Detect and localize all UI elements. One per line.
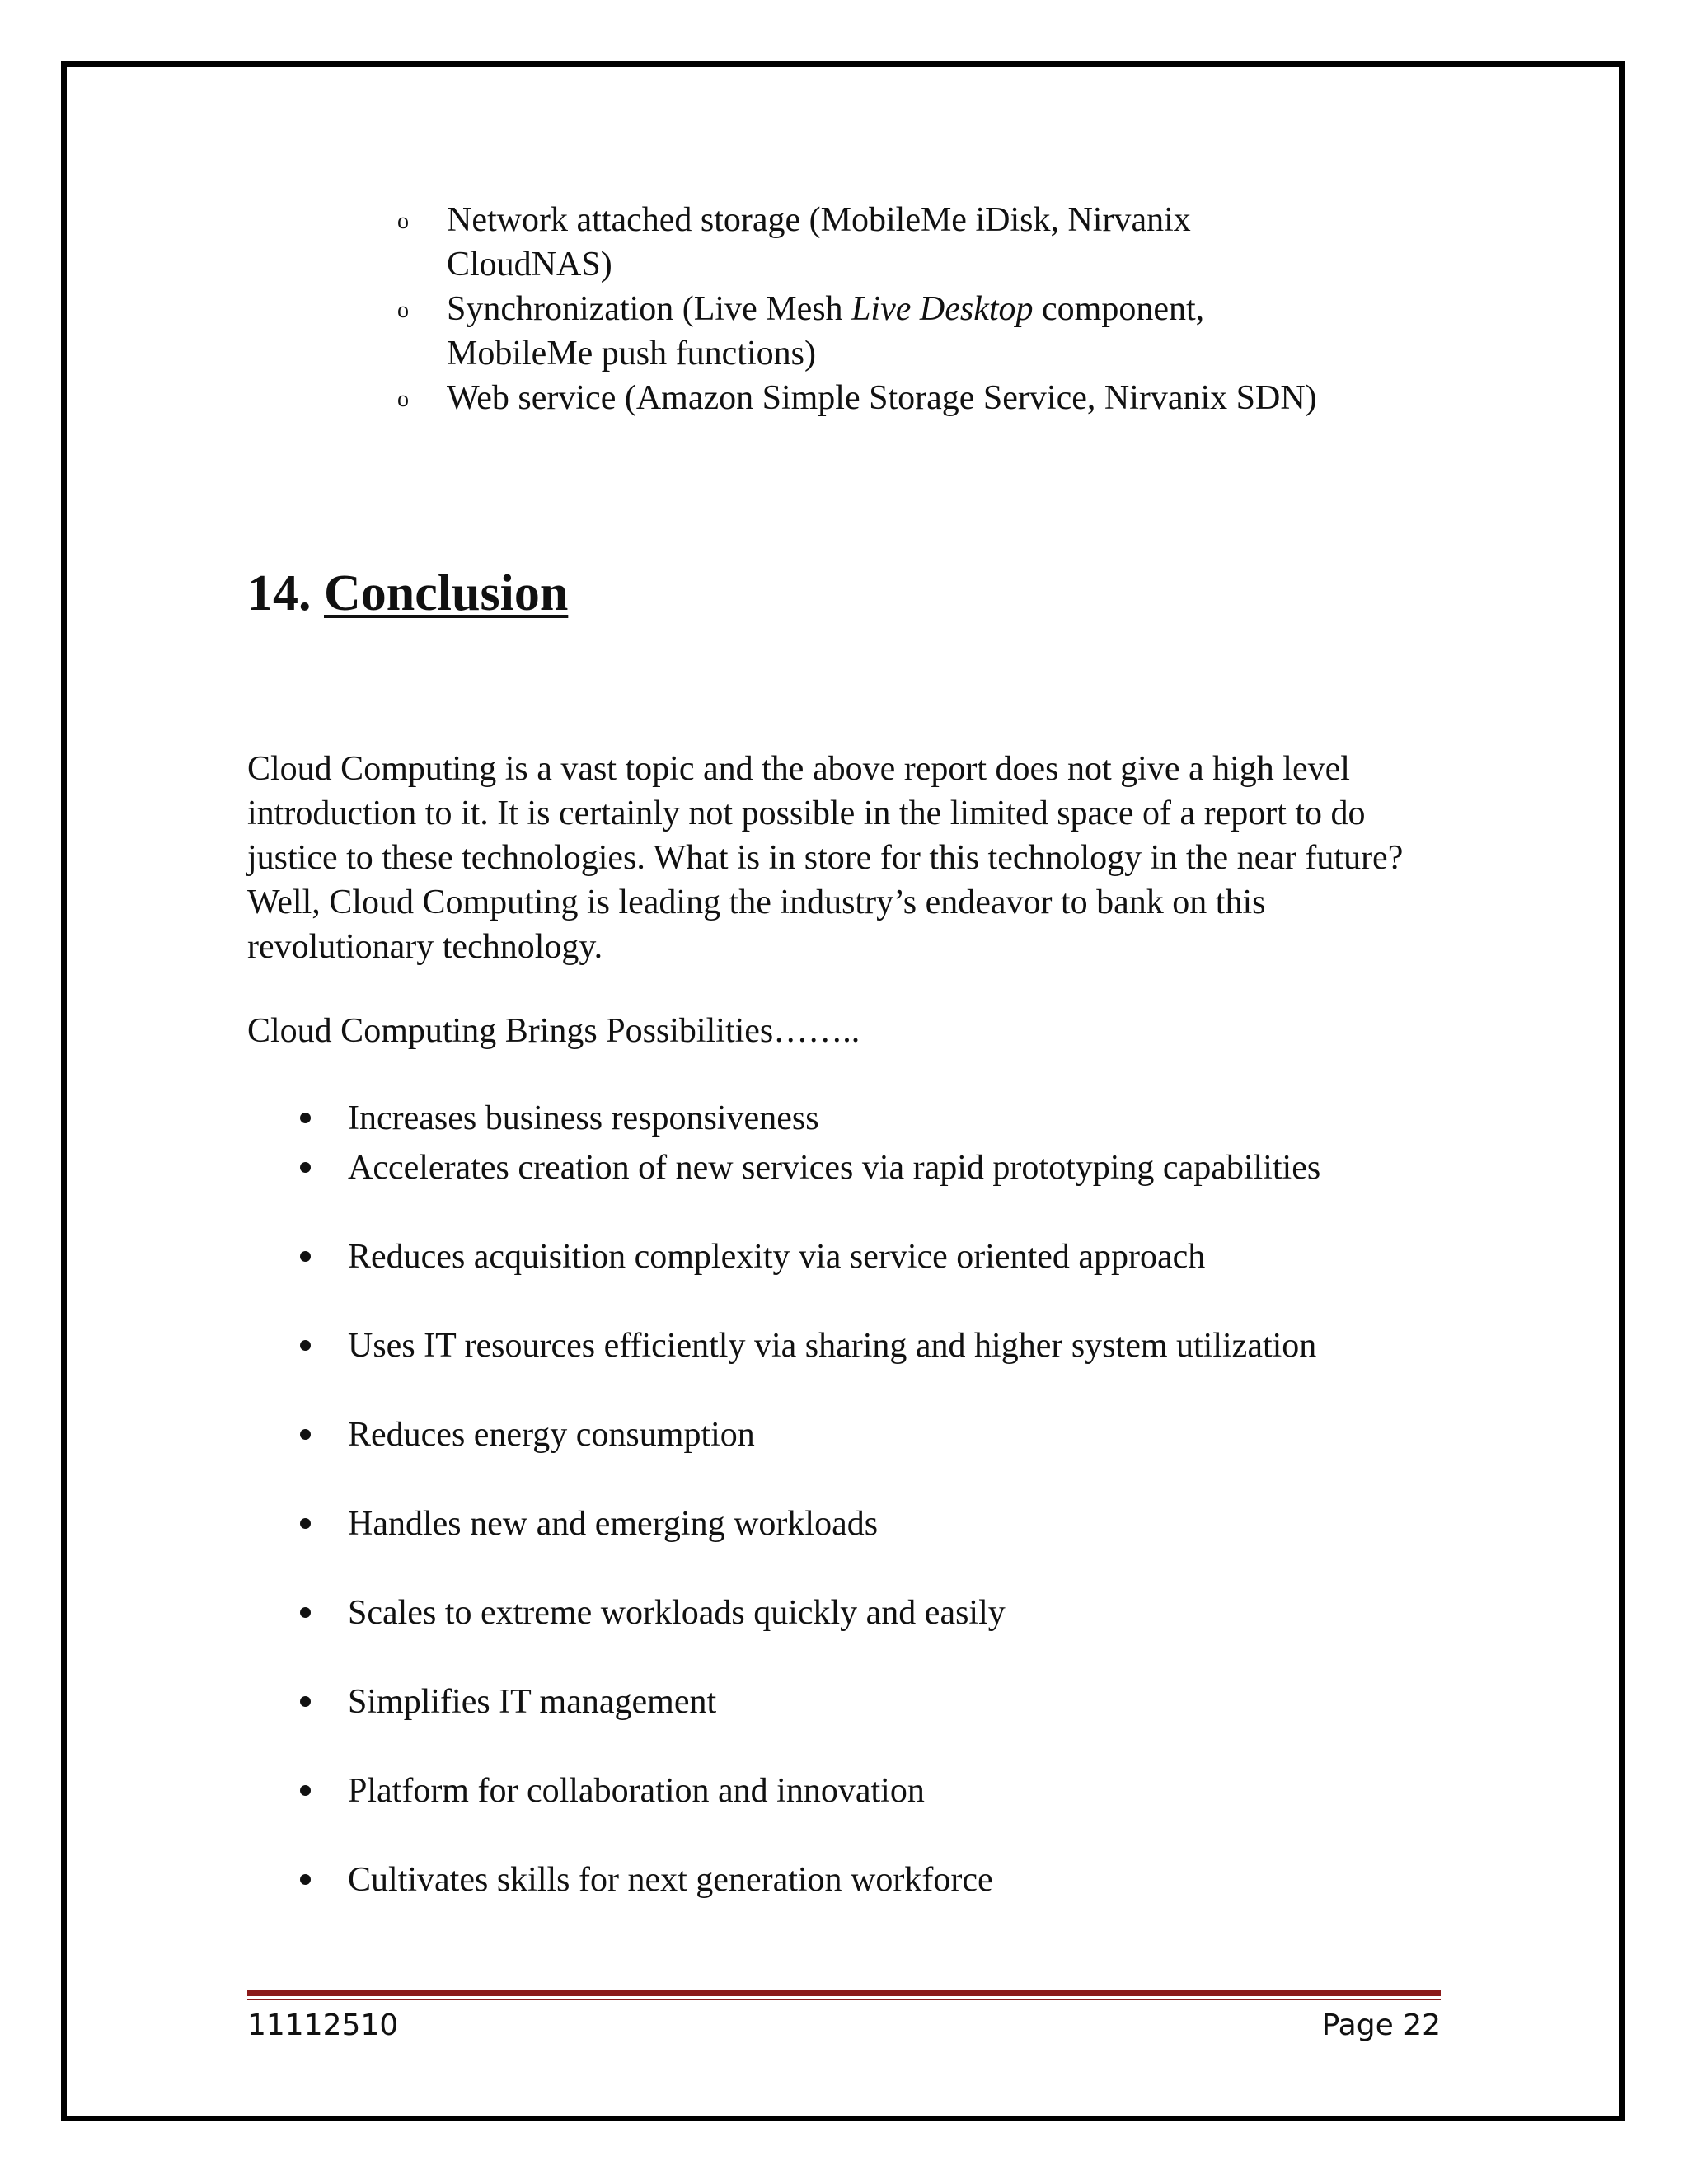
list-item	[247, 1502, 1467, 1546]
list-item	[247, 1413, 1467, 1457]
footer-rule-thin	[247, 1999, 1441, 2000]
storage-types-list	[392, 198, 1464, 420]
bullet-dot-icon	[300, 1113, 311, 1123]
bullet-dot-icon	[300, 1696, 311, 1707]
section-title: Conclusion	[324, 565, 569, 621]
list-item	[392, 198, 1464, 287]
list-item	[247, 1680, 1467, 1724]
bullet-dot-icon	[300, 1251, 311, 1262]
list-item	[247, 1146, 1467, 1190]
list-item-text: Handles new and emerging workloads	[348, 1505, 879, 1543]
list-item	[247, 1096, 1467, 1141]
list-item-text: Uses IT resources efficiently via sharing and higher system utilization	[348, 1327, 1317, 1365]
list-item-text: Simplifies IT management	[348, 1683, 717, 1721]
list-item-text: Synchronization (Live Mesh	[447, 290, 852, 328]
bullet-dot-icon	[300, 1162, 311, 1173]
list-item-text: Cultivates skills for next generation workforce	[348, 1861, 993, 1899]
bullet-dot-icon	[300, 1429, 311, 1440]
footer-rule	[247, 1990, 1441, 2000]
list-item-text: component,	[1033, 290, 1205, 328]
list-item	[392, 376, 1464, 420]
bullet-dot-icon	[300, 1518, 311, 1529]
bullet-dot-icon	[300, 1874, 311, 1885]
list-item	[247, 1591, 1467, 1635]
list-item-text: Reduces energy consumption	[348, 1416, 755, 1454]
list-item-text: Network attached storage (MobileMe iDisk, Nirvanix	[447, 201, 1191, 239]
possibilities-list	[247, 1096, 1467, 1902]
list-item-text: CloudNAS)	[447, 246, 612, 284]
list-item	[247, 1769, 1467, 1813]
footer-id: 11112510	[247, 2008, 399, 2042]
section-number: 14.	[247, 565, 324, 621]
hollow-bullet-icon: o	[397, 298, 409, 323]
bullet-dot-icon	[300, 1340, 311, 1351]
list-item-text: Platform for collaboration and innovation	[348, 1772, 925, 1810]
list-item-text: Web service (Amazon Simple Storage Service, Nirvanix SDN)	[447, 379, 1317, 417]
bullet-dot-icon	[300, 1607, 311, 1618]
footer-rule-thick	[247, 1990, 1441, 1996]
list-item-italic-text: Live Desktop	[851, 290, 1034, 328]
list-item-text: Reduces acquisition complexity via service oriented approach	[348, 1238, 1206, 1276]
list-item-text: Scales to extreme workloads quickly and easily	[348, 1594, 1006, 1632]
hollow-bullet-icon: o	[397, 387, 409, 412]
list-item	[247, 1235, 1467, 1279]
conclusion-paragraph: Cloud Computing is a vast topic and the above report does not give a high level introduction to it. It is certainly not possible in the limited space of a report to do justice to these technologies. What is in store for this technology in the near future? Well, Cloud Computing is leading the industry’s endeavor to bank on this revolutionary technology.	[247, 750, 1404, 966]
list-item-text: MobileMe push functions)	[447, 335, 816, 373]
list-item-text: Accelerates creation of new services via rapid prototyping capabilities	[348, 1149, 1321, 1187]
section-heading	[247, 560, 568, 626]
list-item	[247, 1324, 1467, 1368]
possibilities-intro: Cloud Computing Brings Possibilities……..	[247, 1012, 860, 1050]
bullet-dot-icon	[300, 1785, 311, 1796]
list-item	[247, 1858, 1467, 1902]
page-number: Page 22	[1321, 2008, 1441, 2042]
list-item-text: Increases business responsiveness	[348, 1099, 819, 1137]
list-item	[392, 287, 1464, 376]
hollow-bullet-icon: o	[397, 209, 409, 234]
